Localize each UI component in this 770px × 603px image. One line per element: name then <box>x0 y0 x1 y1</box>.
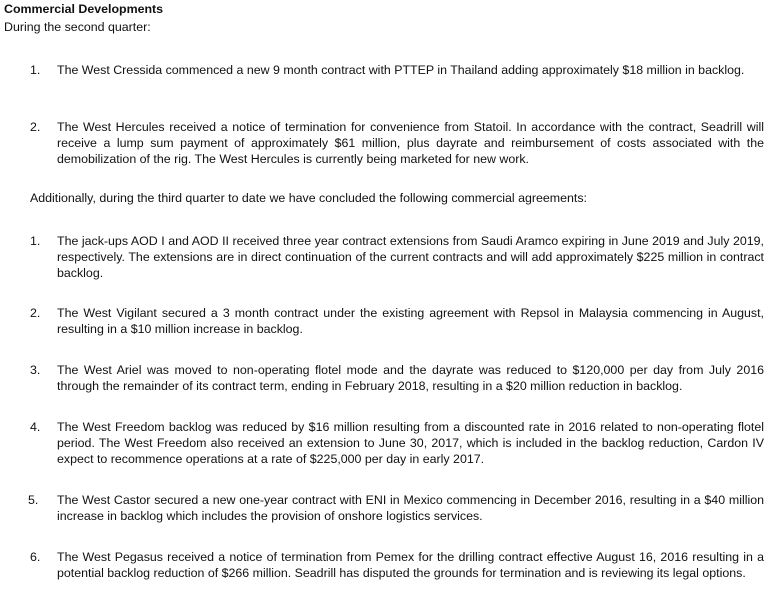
list-item-number: 4. <box>30 420 41 434</box>
list-item-number: 1. <box>30 63 41 77</box>
list-item-text: The jack-ups AOD I and AOD II received three year contract extensions from Saudi Aramco expiring in June 2019 and July 2019, respectively. The extensions are in direct continuation of the current contracts and will add approximately $225 million in contract backlog. <box>57 234 764 280</box>
list-item-text: The West Pegasus received a notice of termination from Pemex for the drilling contract effective August 16, 2016 resulting in a potential backlog reduction of $266 million. Seadrill has disputed the grounds for termination and is reviewing its legal options. <box>57 550 764 580</box>
list-item-text: The West Freedom backlog was reduced by $16 million resulting from a discounted rate in 2016 related to non-operating flotel period. The West Freedom also received an extension to June 30, 2017, which is included in the backlog reduction, Cardon IV expect to recommence operations at a rate of $225,000 per day in early 2017. <box>57 420 764 466</box>
list-item-text: The West Ariel was moved to non-operating flotel mode and the dayrate was reduced to $120,000 per day from July 2016 through the remainder of its contract term, ending in February 2018, resulting in a $20 million reduction in backlog. <box>57 363 764 393</box>
list-item <box>30 362 764 394</box>
second-quarter-intro: During the second quarter: <box>4 20 151 34</box>
list-item-number: 5. <box>28 493 39 507</box>
list-item <box>30 233 764 281</box>
list-item <box>30 492 764 524</box>
third-quarter-intro: Additionally, during the third quarter to date we have concluded the following commercial agreements: <box>30 191 587 205</box>
list-item-number: 6. <box>30 550 41 564</box>
list-item <box>30 62 764 78</box>
section-heading: Commercial Developments <box>4 2 164 16</box>
list-item <box>30 305 764 337</box>
list-item-number: 1. <box>30 234 41 248</box>
list-item <box>30 419 764 467</box>
list-item-text: The West Hercules received a notice of termination for convenience from Statoil. In accordance with the contract, Seadrill will receive a lump sum payment of approximately $61 million, plus dayrate and reimbursement of costs associated with the demobilization of the rig. The West Hercules is currently being marketed for new work. <box>57 120 764 166</box>
list-item <box>30 549 764 581</box>
list-item-text: The West Castor secured a new one-year contract with ENI in Mexico commencing in December 2016, resulting in a $40 million increase in backlog which includes the provision of onshore logistics services. <box>57 493 764 523</box>
list-item <box>30 119 764 167</box>
list-item-text: The West Vigilant secured a 3 month contract under the existing agreement with Repsol in Malaysia commencing in August, resulting in a $10 million increase in backlog. <box>57 306 764 336</box>
list-item-text: The West Cressida commenced a new 9 month contract with PTTEP in Thailand adding approximately $18 million in backlog. <box>57 63 745 77</box>
list-item-number: 2. <box>30 306 41 320</box>
list-item-number: 2. <box>30 120 41 134</box>
list-item-number: 3. <box>30 363 41 377</box>
